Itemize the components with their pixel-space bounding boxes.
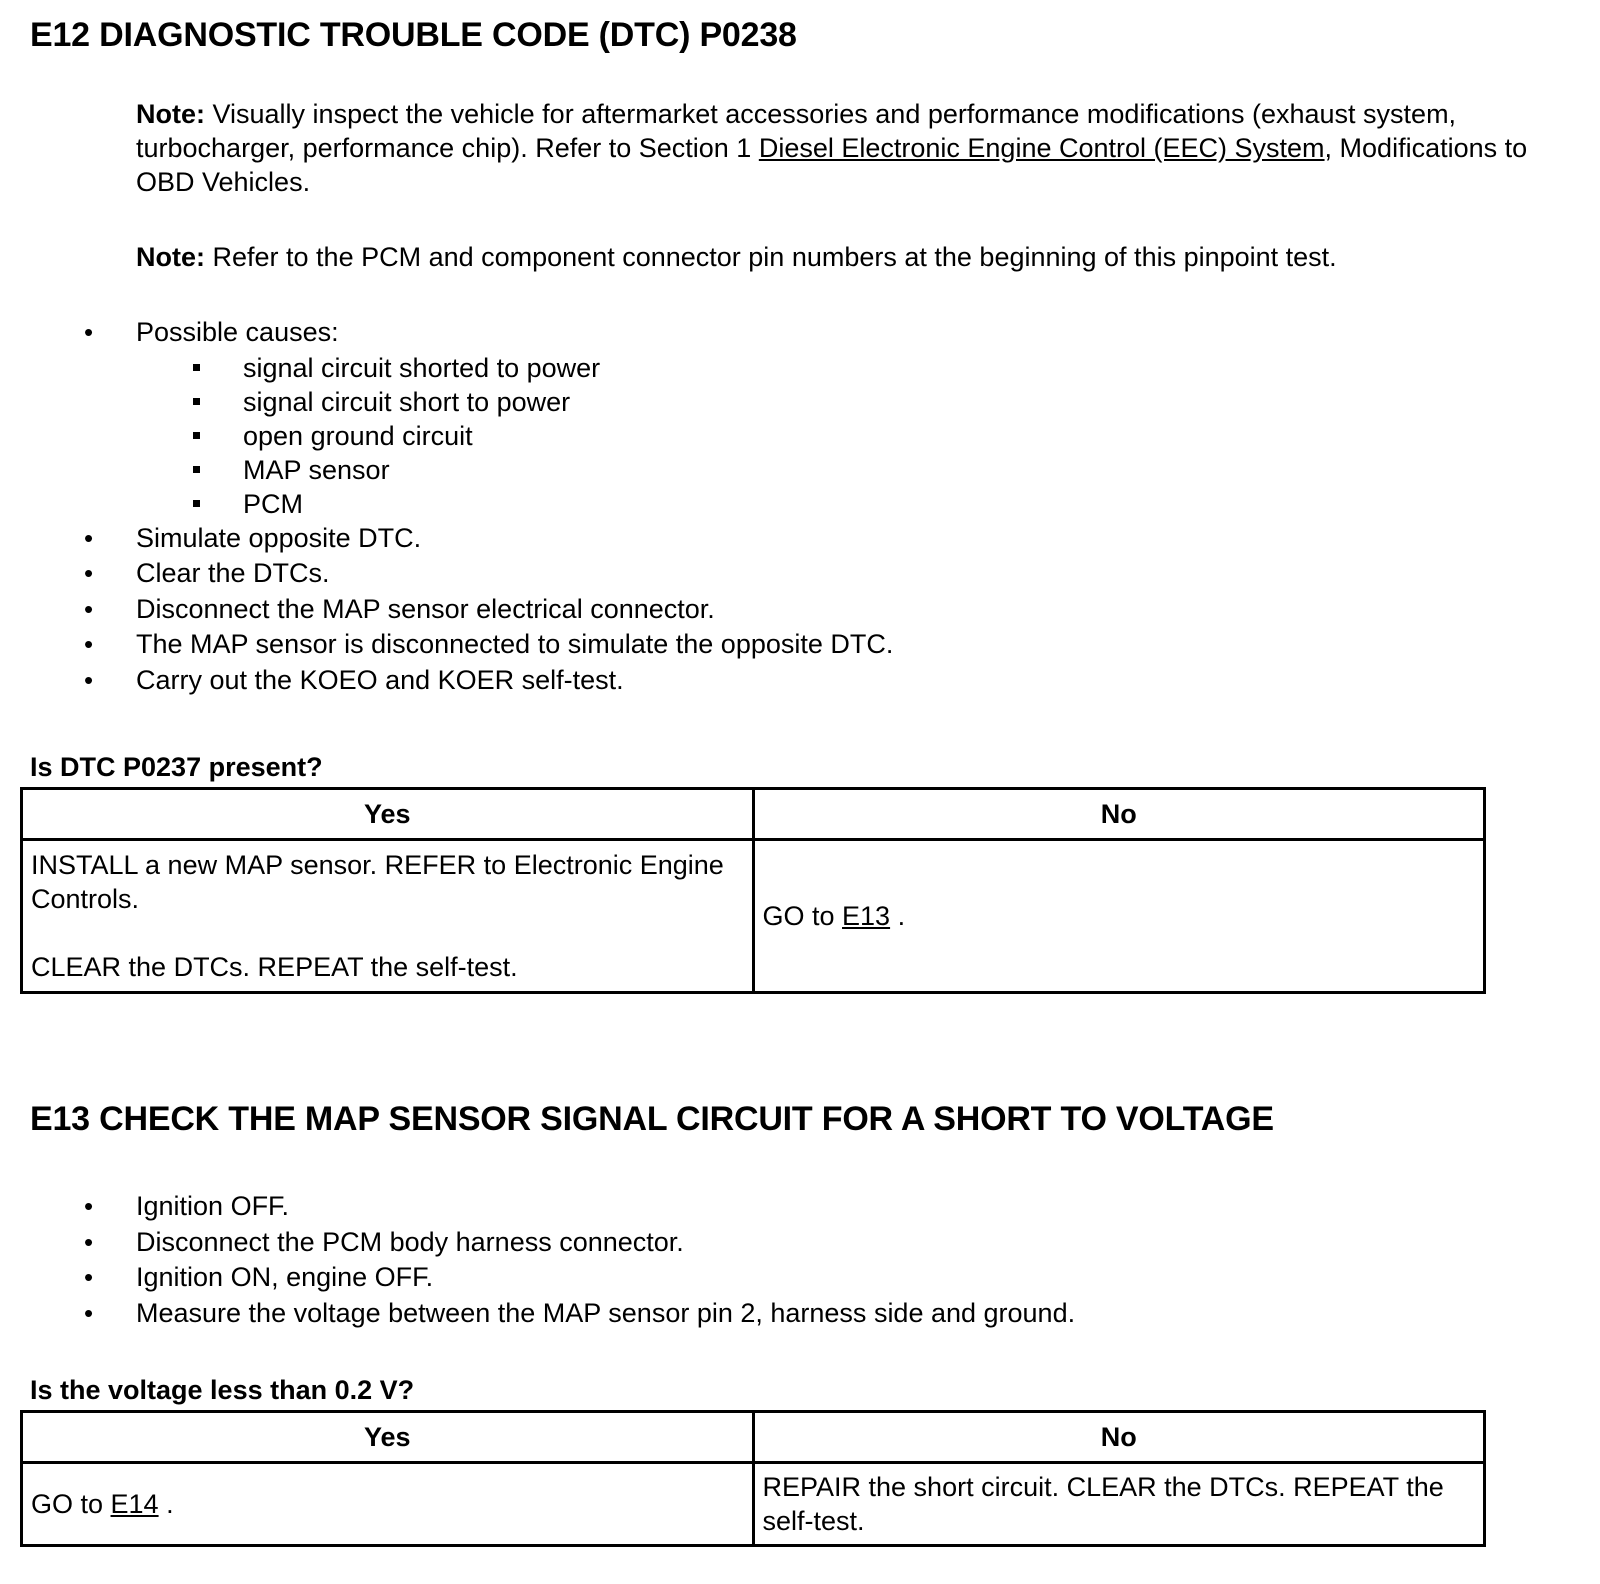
yes-action: INSTALL a new MAP sensor. REFER to Electronic Engine Controls. xyxy=(31,850,724,914)
cause-item: signal circuit shorted to power xyxy=(136,351,893,385)
no-header: No xyxy=(753,1412,1485,1463)
note-label: Note: xyxy=(136,242,205,272)
no-cell xyxy=(753,840,1485,993)
list-item: • Simulate opposite DTC. xyxy=(0,521,893,557)
no-header: No xyxy=(753,789,1485,840)
list-item: • Measure the voltage between the MAP sensor pin 2, harness side and ground. xyxy=(0,1296,1075,1332)
note-text: Refer to the PCM and component connector pin numbers at the beginning of this pinpoint test. xyxy=(205,242,1337,272)
e12-title: E12 DIAGNOSTIC TROUBLE CODE (DTC) P0238 xyxy=(30,16,797,54)
e12-steps-list xyxy=(0,315,893,698)
eec-system-link[interactable]: Diesel Electronic Engine Control (EEC) System xyxy=(758,133,1325,163)
no-cell: REPAIR the short circuit. CLEAR the DTCs. REPEAT the self-test. xyxy=(753,1463,1485,1546)
possible-causes-list xyxy=(136,351,893,521)
yes-action-2: CLEAR the DTCs. REPEAT the self-test. xyxy=(31,952,518,982)
possible-causes-label: Possible causes: xyxy=(136,317,339,347)
cause-item: signal circuit short to power xyxy=(136,385,893,419)
e13-steps-list xyxy=(0,1189,1075,1331)
note-text-end: , Modifications to OBD Vehicles. xyxy=(136,133,1528,197)
e12-decision-table xyxy=(20,787,1486,994)
note-label: Note: xyxy=(136,99,205,129)
e13-question: Is the voltage less than 0.2 V? xyxy=(30,1375,415,1405)
yes-header: Yes xyxy=(22,789,754,840)
yes-action-suffix: . xyxy=(158,1489,174,1519)
e12-note-modifications xyxy=(136,97,1586,199)
list-item: • Clear the DTCs. xyxy=(0,556,893,592)
list-item: • The MAP sensor is disconnected to simulate the opposite DTC. xyxy=(0,627,893,663)
note-text: Visually inspect the vehicle for aftermarket accessories and performance modifications (exhaust system, turbocharger, performance chip). Refer to Section 1 xyxy=(136,99,1457,163)
cause-item: PCM xyxy=(136,487,893,521)
list-item: • Disconnect the PCM body harness connector. xyxy=(0,1225,1075,1261)
no-action-prefix: GO to xyxy=(762,901,843,931)
e13-decision-table xyxy=(20,1410,1486,1547)
yes-action-prefix: GO to xyxy=(31,1489,111,1519)
cause-item: MAP sensor xyxy=(136,453,893,487)
e14-link[interactable]: E14 xyxy=(110,1489,159,1519)
e13-link[interactable]: E13 xyxy=(842,901,891,931)
list-item: • Ignition ON, engine OFF. xyxy=(0,1260,1075,1296)
e12-note-pin-numbers xyxy=(136,240,1586,274)
yes-cell xyxy=(22,840,754,993)
yes-cell xyxy=(22,1463,754,1546)
e12-question: Is DTC P0237 present? xyxy=(30,752,323,782)
list-item: • Carry out the KOEO and KOER self-test. xyxy=(0,663,893,699)
cause-item: open ground circuit xyxy=(136,419,893,453)
e13-title: E13 CHECK THE MAP SENSOR SIGNAL CIRCUIT FOR A SHORT TO VOLTAGE xyxy=(30,1100,1274,1138)
list-item: • Disconnect the MAP sensor electrical connector. xyxy=(0,592,893,628)
list-item: • Ignition OFF. xyxy=(0,1189,1075,1225)
yes-header: Yes xyxy=(22,1412,754,1463)
list-item xyxy=(0,315,893,521)
no-action-suffix: . xyxy=(890,901,906,931)
